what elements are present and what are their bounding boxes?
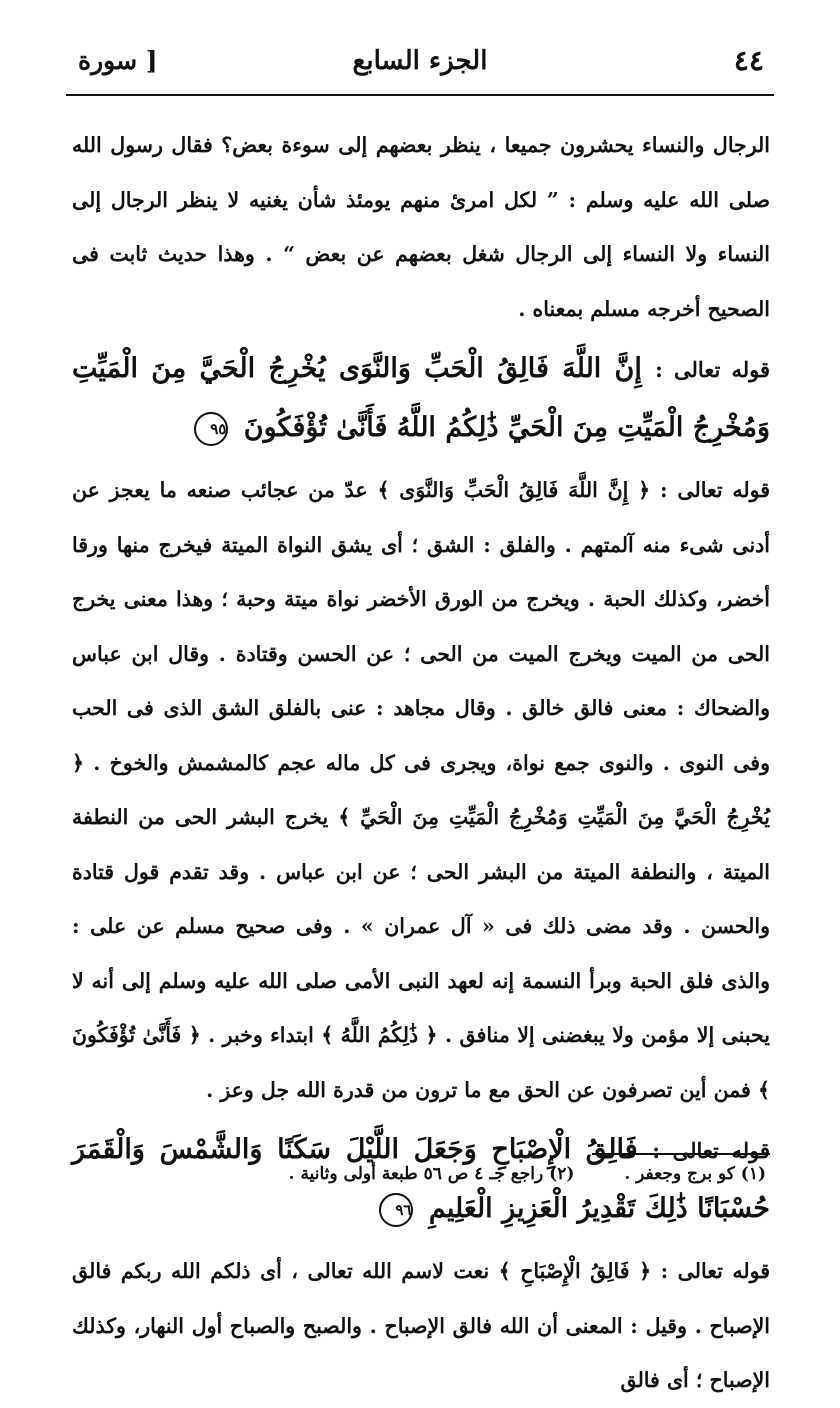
surah-label: [ سورة	[78, 46, 158, 75]
verse-text: إِنَّ اللَّهَ فَالِقُ الْحَبِّ وَالنَّوَى يُخْرِجُ الْحَيَّ مِنَ الْمَيِّتِ وَمُخْرِجُ الْمَيِّتِ مِنَ الْحَيِّ ذَٰلِكُمُ اللَّهُ فَأَنَّىٰ تُؤْفَكُونَ	[72, 353, 770, 443]
verse-intro: قوله تعالى :	[655, 357, 770, 382]
footnote-2: (٢) راجع جـ ٤ ص ٥٦ طبعة أولى وثانية .	[288, 1164, 575, 1184]
footnote-1: (١) كو برج وجعفر .	[624, 1164, 766, 1184]
verse-number-marker: ٩٦	[379, 1193, 413, 1227]
verse-number-marker: ٩٥	[194, 412, 228, 446]
footnotes	[200, 1160, 766, 1188]
main-text	[72, 118, 770, 1408]
paragraph-hadith: الرجال والنساء يحشرون جميعا ، ينظر بعضهم إلى سوءة بعض؟ فقال رسول الله صلى الله عليه وسلم : ” لكل امرئ منهم يومئذ شأن يغنيه لا ينظر الرجال إلى النساء ولا النساء إلى الرجال شغل بعضهم عن بعض “ . وهذا حديث ثابت فى الصحيح أخرجه مسلم بمعناه .	[72, 133, 770, 321]
quran-verse-95	[72, 340, 770, 457]
juz-title: الجزء السابع	[352, 46, 488, 76]
verse-text: فَالِقُ الْإِصْبَاحِ وَجَعَلَ اللَّيْلَ سَكَنًا وَالشَّمْسَ وَالْقَمَرَ حُسْبَانًا ذَٰلِكَ تَقْدِيرُ الْعَزِيزِ الْعَلِيمِ	[72, 1134, 770, 1224]
header-divider	[66, 94, 774, 96]
footnote-divider	[592, 1153, 770, 1155]
verse-intro: قوله تعالى :	[652, 1138, 770, 1163]
page-header	[66, 40, 774, 86]
page-number: ٤٤	[733, 44, 764, 77]
commentary-verse-96: قوله تعالى : ﴿ فَالِقُ الْإِصْبَاحِ ﴾ نعت لاسم الله تعالى ، أى ذلكم الله ربكم فالق الإصباح . وقيل : المعنى أن الله فالق الإصباح . والصبح والصباح أول النهار، وكذلك الإصباح ؛ أى فالق	[72, 1259, 770, 1392]
commentary-verse-95: قوله تعالى : ﴿ إِنَّ اللَّهَ فَالِقُ الْحَبِّ وَالنَّوَى ﴾ عدّ من عجائب صنعه ما يعجز عن أدنى شىء منه آلمتهم . والفلق : الشق ؛ أى يشق النواة الميتة فيخرج منها ورقا أخضر، وكذلك الحبة . ويخرج من الورق الأخضر نواة ميتة وحبة ؛ وهذا معنى يخرج الحى من الميت ويخرج الميت من الحى ؛ عن الحسن وقتادة . وقال ابن عباس والضحاك : معنى فالق خالق . وقال مجاهد : عنى بالفلق الشق الذى فى الحب وفى النوى . والنوى جمع نواة، ويجرى فى كل ماله عجم كالمشمش والخوخ . ﴿ يُخْرِجُ الْحَيَّ مِنَ الْمَيِّتِ وَمُخْرِجُ الْمَيِّتِ مِنَ الْحَيِّ ﴾ يخرج البشر الحى من النطفة الميتة ، والنطفة الميتة من البشر الحى ؛ عن ابن عباس . وقد تقدم قول قتادة والحسن . وقد مضى ذلك فى « آل عمران » . وفى صحيح مسلم عن على : والذى فلق الحبة وبرأ النسمة إنه لعهد النبى الأمى صلى الله عليه وسلم إلى أنه لا يحبنى إلا مؤمن ولا يبغضنى إلا منافق . ﴿ ذَٰلِكُمُ اللَّهُ ﴾ ابتداء وخبر . ﴿ فَأَنَّىٰ تُؤْفَكُونَ ﴾ فمن أين تصرفون عن الحق مع ما ترون من قدرة الله جل وعز .	[72, 478, 770, 1102]
